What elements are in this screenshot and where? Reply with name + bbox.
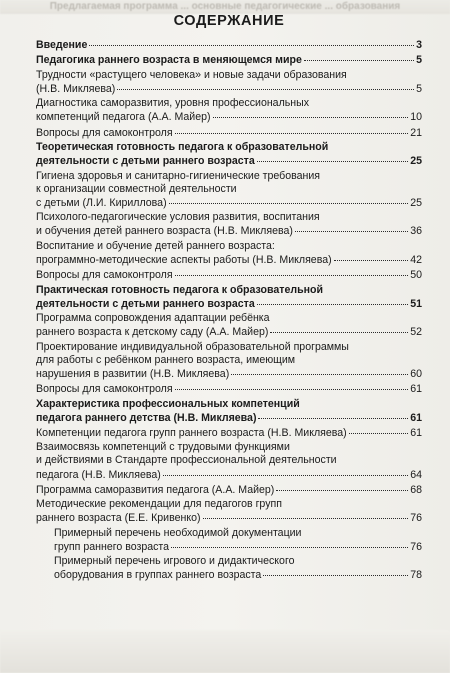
page-number: 60	[410, 367, 422, 380]
toc-entry-line: и действиями в Стандарте профессиональной деятельности	[36, 454, 337, 467]
dot-leader	[203, 509, 409, 519]
dot-leader	[175, 380, 409, 390]
toc-entry-line: Вопросы для самоконтроля	[36, 269, 173, 282]
toc-entry-final-line	[36, 126, 422, 140]
toc-entry-line: Примерный перечень необходимой документации	[54, 526, 302, 539]
toc-entry	[36, 240, 422, 267]
toc-entry-line: к организации совместной деятельности	[36, 182, 237, 195]
toc-entry-line: Программа сопровождения адаптации ребёнка	[36, 312, 270, 325]
toc-entry	[36, 341, 422, 381]
toc-entry	[36, 126, 422, 140]
toc-entry	[36, 284, 422, 311]
page-number: 25	[410, 196, 422, 209]
dot-leader	[257, 295, 408, 305]
page-number: 61	[410, 411, 422, 424]
toc-entry	[36, 211, 422, 238]
dot-leader	[276, 481, 408, 491]
page-number: 21	[410, 126, 422, 139]
page-number: 25	[410, 155, 422, 168]
table-of-contents	[36, 10, 422, 584]
toc-entry-final-line	[36, 82, 422, 96]
toc-entry-line: деятельности с детьми раннего возраста	[36, 297, 255, 310]
toc-entry-final-line	[36, 411, 422, 425]
toc-entry	[36, 170, 422, 210]
toc-entry-line: раннего возраста к детскому саду (А.А. Майер)	[36, 326, 269, 339]
toc-entry	[36, 426, 422, 440]
toc-entry	[36, 97, 422, 124]
page-number: 36	[410, 225, 422, 238]
toc-entry	[36, 141, 422, 168]
toc-entry-line: Вопросы для самоконтроля	[36, 126, 173, 139]
toc-entry-line: Характеристика профессиональных компетенций	[36, 397, 300, 410]
toc-entry	[36, 69, 422, 96]
dot-leader	[295, 222, 408, 232]
toc-entry-final-line	[36, 297, 422, 311]
toc-entry	[36, 398, 422, 425]
toc-entry-line: групп раннего возраста	[54, 540, 170, 553]
toc-entry-line: Педагогика раннего возраста в меняющемся мире	[36, 54, 302, 67]
dot-leader	[257, 152, 408, 162]
toc-entry-line: Методические рекомендации для педагогов групп	[36, 498, 282, 511]
page-number: 51	[410, 297, 422, 310]
toc-entry-line: педагога (Н.В. Микляева)	[36, 468, 161, 481]
toc-entry-line: Проектирование индивидуальной образовательной программы	[36, 340, 349, 353]
toc-entry-line: Теоретическая готовность педагога к образовательной	[36, 141, 329, 154]
page-number: 5	[416, 54, 422, 67]
toc-entry	[36, 268, 422, 282]
toc-entry-line: раннего возраста (Е.Е. Кривенко)	[36, 512, 201, 525]
toc-entry-final-line	[36, 110, 422, 124]
page-number: 50	[410, 269, 422, 282]
toc-entry	[36, 441, 422, 481]
toc-entry-line: для работы с ребёнком раннего возраста, имеющим	[36, 353, 296, 366]
dot-leader	[231, 365, 408, 375]
toc-entry-final-line	[36, 268, 422, 282]
toc-entry	[36, 555, 422, 582]
toc-list	[36, 38, 422, 584]
dot-leader	[89, 36, 414, 46]
toc-entry-final-line	[36, 253, 422, 267]
toc-entry-line: Компетенции педагога групп раннего возраста (Н.В. Микляева)	[36, 426, 347, 439]
toc-entry-line: Практическая готовность педагога к образовательной	[36, 283, 323, 296]
toc-entry-final-line	[36, 367, 422, 381]
toc-entry-line: (Н.В. Микляева)	[36, 82, 116, 95]
page-number: 61	[410, 383, 422, 396]
page-number: 76	[410, 540, 422, 553]
toc-entry	[36, 53, 422, 67]
page-number: 61	[410, 426, 422, 439]
toc-entry-line: Воспитание и обучение детей раннего возраста:	[36, 239, 275, 252]
toc-entry	[36, 498, 422, 525]
page-number: 78	[410, 569, 422, 582]
dot-leader	[270, 323, 408, 333]
toc-title: СОДЕРЖАНИЕ	[173, 13, 285, 29]
page-number: 76	[410, 512, 422, 525]
dot-leader	[175, 266, 409, 276]
toc-entry-line: оборудования в группах раннего возраста	[54, 569, 262, 582]
dot-leader	[171, 538, 408, 548]
dot-leader	[213, 108, 409, 118]
page-number: 52	[410, 326, 422, 339]
dot-leader	[258, 409, 408, 419]
toc-entry-final-line	[54, 540, 422, 554]
next-page-bleed	[0, 630, 450, 673]
toc-entry-final-line	[36, 38, 422, 52]
toc-entry-line: деятельности с детьми раннего возраста	[36, 155, 255, 168]
toc-entry	[36, 38, 422, 52]
toc-entry-line: компетенций педагога (А.А. Майер)	[36, 111, 211, 124]
toc-entry-final-line	[36, 196, 422, 210]
toc-entry-final-line	[36, 53, 422, 67]
toc-entry	[36, 527, 422, 554]
toc-entry	[36, 483, 422, 497]
toc-entry-line: Взаимосвязь компетенций с трудовыми функциями	[36, 441, 290, 454]
page-number: 3	[416, 39, 422, 51]
toc-entry-final-line	[36, 382, 422, 396]
toc-entry-line: Диагностика саморазвития, уровня профессиональных	[36, 97, 310, 110]
dot-leader	[163, 466, 408, 476]
dot-leader	[349, 424, 409, 434]
toc-entry-line: нарушения в развитии (Н.В. Микляева)	[36, 367, 230, 380]
dot-leader	[169, 194, 409, 204]
page-number: 64	[410, 468, 422, 481]
toc-entry-line: педагога раннего детства (Н.В. Микляева)	[36, 411, 257, 424]
page-number: 42	[410, 253, 422, 266]
page-number: 68	[410, 483, 422, 496]
dot-leader	[334, 251, 409, 261]
toc-entry-line: Вопросы для самоконтроля	[36, 383, 173, 396]
bleed-text: Предлагаемая программа ... основные педагогические ... образования	[49, 1, 401, 12]
toc-entry-final-line	[36, 511, 422, 525]
toc-entry-final-line	[36, 224, 422, 238]
toc-entry-final-line	[54, 568, 422, 582]
toc-entry-final-line	[36, 426, 422, 440]
toc-entry-line: Программа саморазвития педагога (А.А. Майер)	[36, 483, 275, 496]
toc-entry	[36, 382, 422, 396]
dot-leader	[117, 80, 414, 90]
toc-entry-final-line	[36, 154, 422, 168]
toc-entry-line: Психолого-педагогические условия развития, воспитания	[36, 211, 320, 224]
toc-entry-line: Гигиена здоровья и санитарно-гигиенические требования	[36, 169, 321, 182]
toc-entry-line: Введение	[36, 39, 88, 51]
page-number: 5	[416, 82, 422, 95]
toc-entry-line: с детьми (Л.И. Кириллова)	[36, 196, 167, 209]
dot-leader	[304, 51, 414, 61]
toc-entry-line: Примерный перечень игрового и дидактического	[54, 555, 295, 568]
page-number: 10	[410, 111, 422, 124]
toc-entry	[36, 312, 422, 339]
toc-entry-final-line	[36, 325, 422, 339]
toc-entry-line: и обучения детей раннего возраста (Н.В. Микляева)	[36, 225, 293, 238]
toc-entry-line: программно-методические аспекты работы (Н.В. Микляева)	[36, 253, 332, 266]
dot-leader	[175, 124, 409, 134]
toc-entry-line: Трудности «растущего человека» и новые задачи образования	[36, 68, 347, 81]
dot-leader	[263, 566, 408, 576]
toc-entry-final-line	[36, 468, 422, 482]
toc-entry-final-line	[36, 483, 422, 497]
